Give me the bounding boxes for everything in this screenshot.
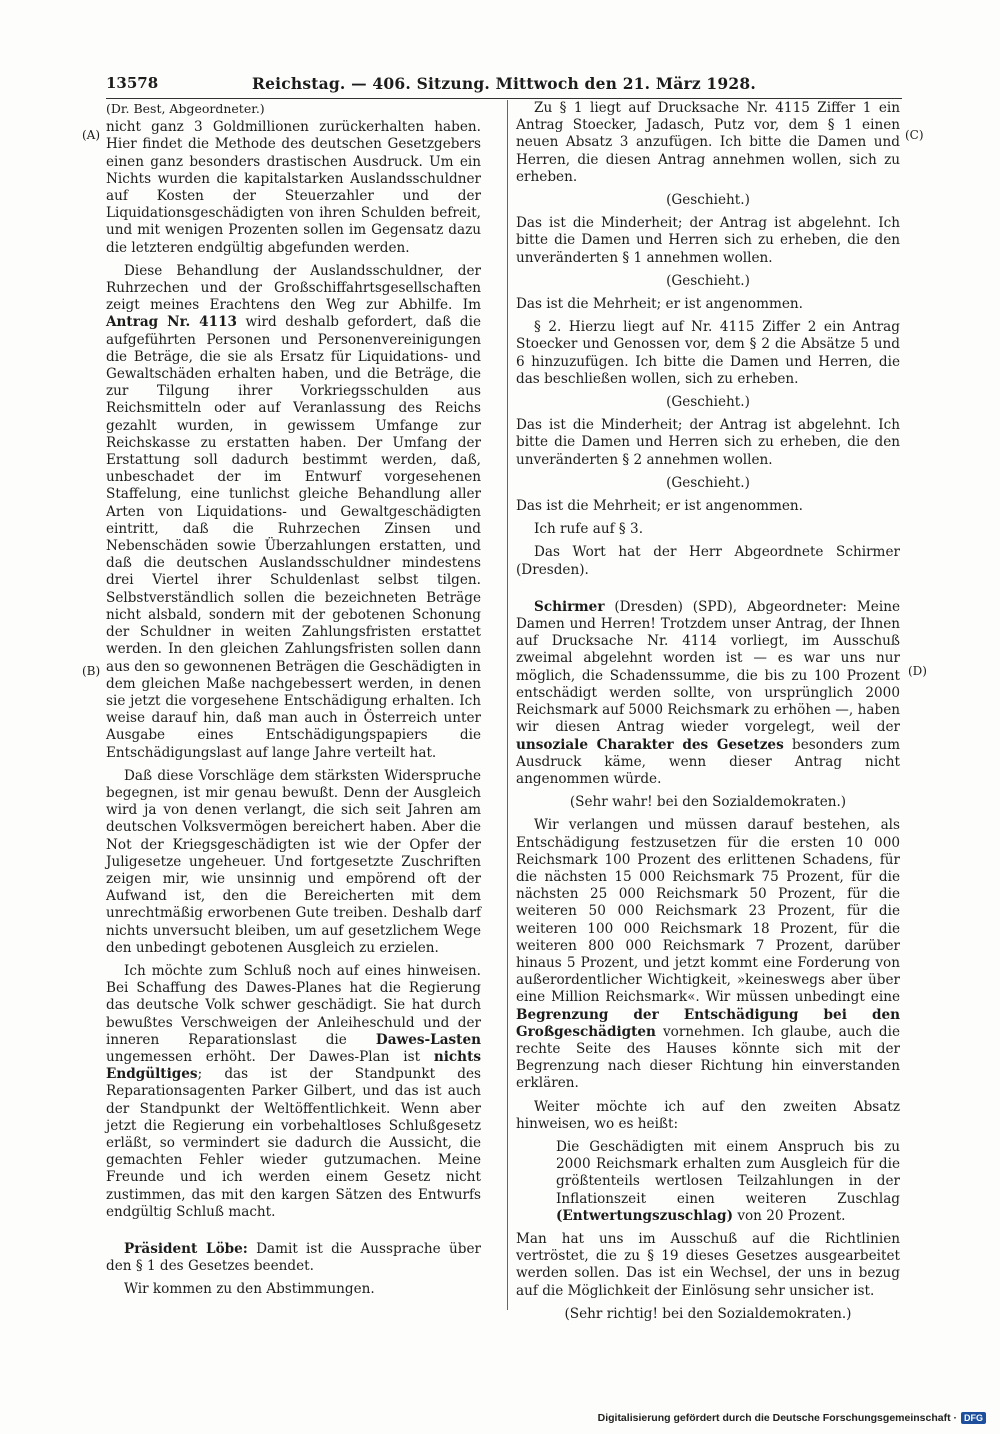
quotation: Die Geschädigten mit einem Anspruch bis zu 2000 Reichsmark erhalten zum Ausgleich für die größtenteils wertlosen Teilzahlungen in der Inflationszeit einen weiteren Zuschlag (Entwertungszuschlag) von 20 Prozent. (556, 1138, 900, 1224)
footer-text: Digitalisierung gefördert durch die Deutsche Forschungsgemeinschaft · (597, 1412, 957, 1424)
column-divider (507, 100, 508, 1310)
paragraph: Präsident Löbe: Damit ist die Aussprache über den § 1 des Gesetzes beendet. (106, 1241, 481, 1275)
page-number: 13578 (106, 74, 159, 92)
paragraph: Das ist die Mehrheit; er ist angenommen. (516, 498, 803, 515)
right-column (516, 100, 900, 1329)
page-title: Reichstag. — 406. Sitzung. Mittwoch den 21. März 1928. (252, 74, 756, 93)
paragraph: Man hat uns im Ausschuß auf die Richtlinien vertröstet, die zu § 19 dieses Gesetzes ausgearbeitet werden sollen. Das ist ein Wechsel, der uns in bezug auf die Möglichkeit der Einlösung sehr unsicher ist. (516, 1230, 900, 1299)
paragraph: § 2. Hierzu liegt auf Nr. 4115 Ziffer 2 ein Antrag Stoecker und Genossen vor, dem § 2 die Absätze 5 und 6 hinzuzufügen. Ich bitte die Damen und Herren, die das beschließen wollen, sich zu erheben. (516, 319, 900, 387)
margin-marker-c: (C) (905, 128, 924, 142)
paragraph: Wir verlangen und müssen darauf bestehen, als Entschädigung festzusetzen für die ersten 10 000 Reichsmark 100 Prozent des erlittenen Schadens, für die nächsten 15 000 Reichsmark 75 Prozent, für die nächsten 25 000 Reichsmark 50 Prozent, für die weiteren 50 000 Reichsmark 23 Prozent, für die weiteren 100 000 Reichsmark 18 Prozent, für die weiteren 800 000 Reichsmark 7 Prozent, darüber hinaus 5 Prozent, und jetzt kommt eine Forderung von außerordentlicher Wichtigkeit, »keineswegs aber über eine Million Reichsmark«. Wir müssen unbedingt eine Begrenzung der Entschädigung bei den Großgeschädigten vornehmen. Ich glaube, auch die rechte Seite des Hauses könnte sich mit der Begrenzung nach dieser Richtung hin einverstanden erklären. (516, 817, 900, 1092)
footer-credit (598, 1412, 986, 1424)
paragraph: Ich möchte zum Schluß noch auf eines hinweisen. Bei Schaffung des Dawes-Planes hat die Regierung das deutsche Volk schwer geschädigt. Sie hat durch bewußtes Verschweigen der Anleiheschuld und der inneren Reparationslast die Dawes-Lasten ungemessen erhöht. Der Dawes-Plan ist nichts Endgültiges; das ist der Standpunkt des Reparationsagenten Parker Gilbert, und das ist auch der Standpunkt der Weltöffentlichkeit. Wenn aber jetzt die Regierung ein vorbehaltloses Schlußgesetz erläßt, so vermindert sie dadurch die Aussicht, die gemachten Fehler wieder gutzumachen. Meine Freunde und ich werden einem Gesetz nicht zustimmen, das mit den kargen Sätzen des Entwurfs endgültig Schluß macht. (106, 962, 481, 1220)
paragraph: Daß diese Vorschläge dem stärksten Widerspruche begegnen, ist mir genau bewußt. Denn der Ausgleich wird ja von denen verlangt, die sich seit Jahren am deutschen Volksvermögen bereichert haben. Aber die Not der Kriegsgeschädigten ist wie der Opfer der Juligesetze ungeheuer. Und fortgesetzte Zuschriften zeigen mir, wie unsinnig und empörend oft der Aufwand ist, den die Bereicherten mit dem unrechtmäßig erworbenen Gute treiben. Deshalb darf nichts unversucht bleiben, um auf gesetzlichem Wege den unbedingt gebotenen Ausgleich zu erzielen. (106, 767, 481, 956)
interjection: (Sehr wahr! bei den Sozialdemokraten.) (569, 794, 847, 811)
paragraph: Wir kommen zu den Abstimmungen. (124, 1281, 375, 1298)
margin-marker-b: (B) (82, 664, 101, 678)
stage-direction: (Geschieht.) (666, 192, 750, 209)
margin-marker-d: (D) (908, 664, 927, 678)
paragraph: Zu § 1 liegt auf Drucksache Nr. 4115 Ziffer 1 ein Antrag Stoecker, Jadasch, Putz vor, dem § 1 einen neuen Absatz 3 anzufügen. Ich bitte die Damen und Herren, die diesen Antrag annehmen wollen, sich zu erheben. (516, 100, 900, 185)
stage-direction: (Geschieht.) (666, 394, 750, 411)
paragraph: Das ist die Mehrheit; er ist angenommen. (516, 296, 803, 313)
dfg-logo-icon: DFG (961, 1412, 986, 1424)
left-column (106, 100, 481, 1305)
paragraph: Das ist die Minderheit; der Antrag ist abgelehnt. Ich bitte die Damen und Herren sich zu erheben, die den unveränderten § 2 annehmen wollen. (516, 417, 900, 468)
paragraph: Schirmer (Dresden) (SPD), Abgeordneter: Meine Damen und Herren! Trotzdem unser Antrag, der Ihnen auf Drucksache Nr. 4114 vorliegt, im Ausschuß zweimal abgelehnt worden ist — es war uns nur möglich, die Schadenssumme, die bis zu 100 Prozent entschädigt werden sollte, von ursprünglich 2000 Reichsmark auf 5000 Reichsmark zu erhöhen —, haben wir diesen Antrag wieder vorgelegt, weil der unsoziale Charakter des Gesetzes besonders zum Ausdruck käme, wenn dieser Antrag nicht angenommen würde. (516, 598, 900, 787)
paragraph: nicht ganz 3 Goldmillionen zurückerhalten haben. Hier findet die Methode des deutschen Gesetzgebers einen ganz besonders drastischen Ausdruck. Um ein Nichts wurden die kapitalstarken Auslandsschuldner auf Kosten der Steuerzahler und der Liquidationsgeschädigten von ihren Schulden befreit, und mit wenigen Prozenten sollen im Gegensatz dazu die letzteren endgültig abgefunden werden. (106, 119, 481, 256)
stage-direction: (Geschieht.) (666, 474, 750, 491)
speaker-name: Schirmer (534, 598, 605, 615)
interjection: (Sehr richtig! bei den Sozialdemokraten.) (564, 1305, 852, 1322)
margin-marker-a: (A) (82, 128, 101, 142)
paragraph: Ich rufe auf § 3. (534, 521, 644, 538)
speaker-name: Präsident Löbe: (124, 1241, 248, 1257)
paragraph: Das Wort hat der Herr Abgeordnete Schirmer (Dresden). (516, 544, 900, 578)
stage-direction: (Geschieht.) (666, 272, 750, 289)
motion-reference: Antrag Nr. 4113 (106, 314, 237, 331)
speaker-tag: (Dr. Best, Abgeordneter.) (106, 101, 265, 116)
page-header (106, 74, 902, 99)
paragraph: Das ist die Minderheit; der Antrag ist abgelehnt. Ich bitte die Damen und Herren sich zu erheben, die den unveränderten § 1 annehmen wollen. (516, 215, 900, 266)
paragraph: Diese Behandlung der Auslandsschuldner, der Ruhrzechen und der Großschiffahrtsgesellschaften zeigt meines Erachtens den Weg zur Abhilfe. Im Antrag Nr. 4113 wird deshalb gefordert, daß die aufgeführten Personen und Personenvereinigungen die Beträge, die sie als Ersatz für Liquidations- und Gewaltschäden erhalten haben, und die Beträge, die zur Tilgung ihrer Vorkriegsschulden aus Reichsmitteln oder auf Veranlassung des Reichs gezahlt wurden, in gewissem Umfange zur Reichskasse zu erstatten haben. Der Umfang der Erstattung soll dadurch bestimmt werden, daß, unbeschadet der im Entwurf vorgesehenen Staffelung, eine tunlichst gleiche Behandlung aller Arten von Liquidations- und Gewaltgeschädigten eintritt, daß die Ruhrzechen Zinsen und Nebenschäden sowie Überzahlungen erstatten, und daß die deutschen Auslandsschuldner mindestens drei Viertel ihrer Schuldenlast selbst tilgen. Selbstverständlich sollen die bezeichneten Beträge nicht alsbald, sondern mit der gebotenen Schonung der Schuldner in weiten Zahlungsfristen erstattet werden. In den gleichen Zahlungsfristen sollen dann aus den so gewonnenen Beträgen die Geschädigten in dem gleichen Maße nachgebessert werden, in denen sie jetzt die vorgesehene Entschädigung erhalten. Ich weise darauf hin, daß man auch in Österreich unter Ausgabe eines Entschädigungspapiers die Entschädigungslast auf lange Jahre verteilt hat. (106, 262, 481, 761)
paragraph: Weiter möchte ich auf den zweiten Absatz hinweisen, wo es heißt: (516, 1098, 900, 1132)
